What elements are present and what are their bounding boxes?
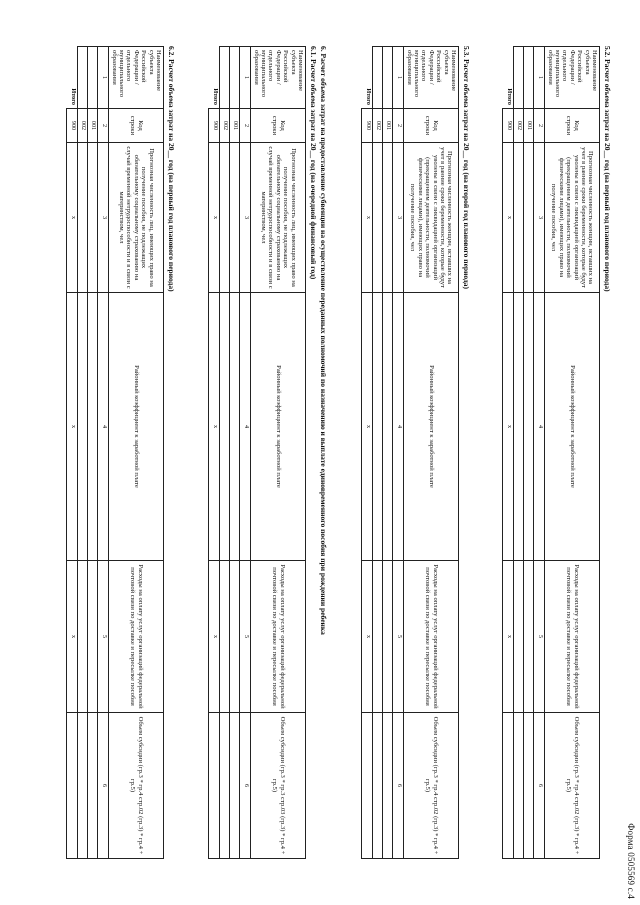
table-row bbox=[230, 47, 240, 859]
cross-mark: x bbox=[67, 561, 78, 713]
column-number: 3 bbox=[534, 143, 545, 293]
table-row bbox=[88, 47, 98, 859]
cross-mark: x bbox=[67, 293, 78, 561]
column-number: 2 bbox=[393, 109, 404, 143]
calc-table bbox=[208, 46, 306, 859]
input-cell[interactable] bbox=[514, 143, 524, 293]
input-cell[interactable] bbox=[514, 561, 524, 713]
column-number: 1 bbox=[393, 47, 404, 109]
table-row bbox=[220, 47, 230, 859]
column-number: 6 bbox=[534, 713, 545, 859]
input-cell[interactable] bbox=[220, 293, 230, 561]
row-name-cell bbox=[383, 47, 393, 109]
header-name: Наименование субъекта Российской Федерации / отдельного муниципального образования bbox=[545, 47, 600, 109]
total-volume-cell[interactable] bbox=[503, 713, 514, 859]
input-cell[interactable] bbox=[88, 713, 98, 859]
cross-mark: x bbox=[67, 143, 78, 293]
total-code: 900 bbox=[362, 109, 373, 143]
calc-table bbox=[361, 46, 459, 859]
row-name-cell bbox=[78, 47, 88, 109]
header-code: Код строки bbox=[251, 109, 306, 143]
total-label: Итого bbox=[503, 47, 514, 109]
row-code: 001 bbox=[230, 109, 240, 143]
column-number: 5 bbox=[534, 561, 545, 713]
row-name-cell bbox=[220, 47, 230, 109]
cross-mark: x bbox=[503, 293, 514, 561]
row-name-cell bbox=[514, 47, 524, 109]
table-row bbox=[383, 47, 393, 859]
row-code: 001 bbox=[88, 109, 98, 143]
total-label: Итого bbox=[362, 47, 373, 109]
header-name: Наименование субъекта Российской Федерации / отдельного муниципального образования bbox=[251, 47, 306, 109]
row-code: 002 bbox=[514, 109, 524, 143]
header-count: Прогнозная численность женщин, вставших на учет в ранние сроки беременности, которые будут уволены в связи с ликвидацией организаций (прекращением деятельности, полномочий физическими лицами), имеющих право на получение пособия, чел bbox=[545, 143, 600, 293]
header-name: Наименование субъекта Российской Федерации / отдельного муниципального образования bbox=[109, 47, 164, 109]
header-postal: Расходы на оплату услуг организаций федеральной почтовой связи по доставке и пересылке пособия bbox=[109, 561, 164, 713]
input-cell[interactable] bbox=[220, 561, 230, 713]
input-cell[interactable] bbox=[524, 293, 534, 561]
header-volume: Объем субсидии (гр.3 * гр.4 стр.02 (гр.3) * гр.4 + гр.5) bbox=[404, 713, 459, 859]
header-volume: Объем субсидии (гр.3 * гр.4 стр.02 (гр.3) * гр.4 + гр.5) bbox=[545, 713, 600, 859]
row-name-cell bbox=[524, 47, 534, 109]
section-title: 5.2. Расчет объема затрат на 20__ год (на первый год планового периода) bbox=[603, 46, 612, 292]
cross-mark: x bbox=[503, 561, 514, 713]
input-cell[interactable] bbox=[383, 561, 393, 713]
input-cell[interactable] bbox=[514, 713, 524, 859]
row-code: 001 bbox=[524, 109, 534, 143]
header-code: Код строки bbox=[545, 109, 600, 143]
header-name: Наименование субъекта Российской Федерации / отдельного муниципального образования bbox=[404, 47, 459, 109]
cross-mark: x bbox=[362, 143, 373, 293]
header-count: Прогнозная численность женщин, вставших на учет в ранние сроки беременности, которые будут уволены в связи с ликвидацией организаций (прекращением деятельности, полномочий физическими лицами), имеющих право на получение пособия, чел bbox=[404, 143, 459, 293]
column-number: 6 bbox=[240, 713, 251, 859]
input-cell[interactable] bbox=[230, 561, 240, 713]
total-row bbox=[503, 47, 514, 859]
total-label: Итого bbox=[67, 47, 78, 109]
calc-table bbox=[502, 46, 600, 859]
input-cell[interactable] bbox=[220, 713, 230, 859]
header-coef: Районный коэффициент к заработной плате bbox=[251, 293, 306, 561]
cross-mark: x bbox=[362, 561, 373, 713]
total-row bbox=[209, 47, 220, 859]
header-volume: Объем субсидии (гр.3 * гр.4 стр.02 (гр.3) * гр.4 + гр.5) bbox=[109, 713, 164, 859]
header-coef: Районный коэффициент к заработной плате bbox=[109, 293, 164, 561]
section-title: 6.2. Расчет объема затрат на 20__ год (на первый год планового периода) bbox=[167, 46, 176, 292]
header-code: Код строки bbox=[404, 109, 459, 143]
column-number: 4 bbox=[98, 293, 109, 561]
input-cell[interactable] bbox=[78, 561, 88, 713]
table-row bbox=[514, 47, 524, 859]
input-cell[interactable] bbox=[230, 713, 240, 859]
table-row bbox=[373, 47, 383, 859]
section-subtitle: 6.1. Расчет объема затрат на 20__ год (на очередной финансовый год) bbox=[309, 46, 318, 280]
header-coef: Районный коэффициент к заработной плате bbox=[545, 293, 600, 561]
column-number: 5 bbox=[393, 561, 404, 713]
input-cell[interactable] bbox=[373, 293, 383, 561]
cross-mark: x bbox=[362, 293, 373, 561]
input-cell[interactable] bbox=[88, 143, 98, 293]
row-code: 002 bbox=[220, 109, 230, 143]
total-row bbox=[67, 47, 78, 859]
table-row bbox=[78, 47, 88, 859]
column-number: 5 bbox=[98, 561, 109, 713]
column-number: 1 bbox=[240, 47, 251, 109]
column-number: 1 bbox=[534, 47, 545, 109]
column-number: 2 bbox=[240, 109, 251, 143]
calc-table bbox=[66, 46, 164, 859]
total-code: 900 bbox=[503, 109, 514, 143]
column-number: 4 bbox=[240, 293, 251, 561]
row-name-cell bbox=[373, 47, 383, 109]
input-cell[interactable] bbox=[373, 713, 383, 859]
row-code: 001 bbox=[383, 109, 393, 143]
column-number: 3 bbox=[393, 143, 404, 293]
total-code: 900 bbox=[209, 109, 220, 143]
row-code: 002 bbox=[78, 109, 88, 143]
cross-mark: x bbox=[209, 143, 220, 293]
input-cell[interactable] bbox=[220, 143, 230, 293]
total-label: Итого bbox=[209, 47, 220, 109]
total-code: 900 bbox=[67, 109, 78, 143]
column-number: 2 bbox=[98, 109, 109, 143]
row-code: 002 bbox=[373, 109, 383, 143]
input-cell[interactable] bbox=[383, 143, 393, 293]
header-coef: Районный коэффициент к заработной плате bbox=[404, 293, 459, 561]
input-cell[interactable] bbox=[383, 293, 393, 561]
column-number: 3 bbox=[240, 143, 251, 293]
section-title: 6. Расчет объема затрат на предоставление субвенции на осуществление переданных полномочий по назначению и выплате единовременного пособия при рождении ребенка bbox=[319, 46, 328, 635]
header-count: Прогнозная численность лиц, имеющих право на получение пособия, не подлежащих обязательному социальному страхованию на случай временной нетрудоспособности и в связи с материнством, чел bbox=[251, 143, 306, 293]
input-cell[interactable] bbox=[524, 561, 534, 713]
header-postal: Расходы на оплату услуг организаций федеральной почтовой связи по доставке и пересылке пособия bbox=[545, 561, 600, 713]
header-code: Код строки bbox=[109, 109, 164, 143]
input-cell[interactable] bbox=[88, 561, 98, 713]
input-cell[interactable] bbox=[78, 143, 88, 293]
input-cell[interactable] bbox=[78, 713, 88, 859]
column-number: 4 bbox=[393, 293, 404, 561]
input-cell[interactable] bbox=[78, 293, 88, 561]
input-cell[interactable] bbox=[524, 143, 534, 293]
input-cell[interactable] bbox=[373, 561, 383, 713]
form-number: Форма 0505569 с.4 bbox=[626, 823, 636, 899]
input-cell[interactable] bbox=[373, 143, 383, 293]
cross-mark: x bbox=[209, 561, 220, 713]
column-number: 1 bbox=[98, 47, 109, 109]
column-number: 4 bbox=[534, 293, 545, 561]
column-number: 6 bbox=[98, 713, 109, 859]
cross-mark: x bbox=[209, 293, 220, 561]
input-cell[interactable] bbox=[524, 713, 534, 859]
header-postal: Расходы на оплату услуг организаций федеральной почтовой связи по доставке и пересылке пособия bbox=[251, 561, 306, 713]
total-volume-cell[interactable] bbox=[67, 713, 78, 859]
input-cell[interactable] bbox=[383, 713, 393, 859]
input-cell[interactable] bbox=[230, 293, 240, 561]
section-title: 5.3. Расчет объема затрат на 20__ год (на второй год планового периода) bbox=[462, 46, 471, 289]
row-name-cell bbox=[88, 47, 98, 109]
total-volume-cell[interactable] bbox=[209, 713, 220, 859]
column-number: 5 bbox=[240, 561, 251, 713]
header-count: Прогнозная численность лиц, имеющих право на получение пособия, не подлежащих обязательному социальному страхованию на случай временной нетрудоспособности и в связи с материнством, чел bbox=[109, 143, 164, 293]
cross-mark: x bbox=[503, 143, 514, 293]
total-volume-cell[interactable] bbox=[362, 713, 373, 859]
input-cell[interactable] bbox=[230, 143, 240, 293]
header-volume: Объем субсидии (гр.3 * гр.3 стр.03 (гр.3) * гр.4 + гр.5) bbox=[251, 713, 306, 859]
column-number: 3 bbox=[98, 143, 109, 293]
header-postal: Расходы на оплату услуг организаций федеральной почтовой связи по доставке и пересылке пособия bbox=[404, 561, 459, 713]
table-row bbox=[524, 47, 534, 859]
input-cell[interactable] bbox=[514, 293, 524, 561]
column-number: 6 bbox=[393, 713, 404, 859]
total-row bbox=[362, 47, 373, 859]
row-name-cell bbox=[230, 47, 240, 109]
input-cell[interactable] bbox=[88, 293, 98, 561]
column-number: 2 bbox=[534, 109, 545, 143]
